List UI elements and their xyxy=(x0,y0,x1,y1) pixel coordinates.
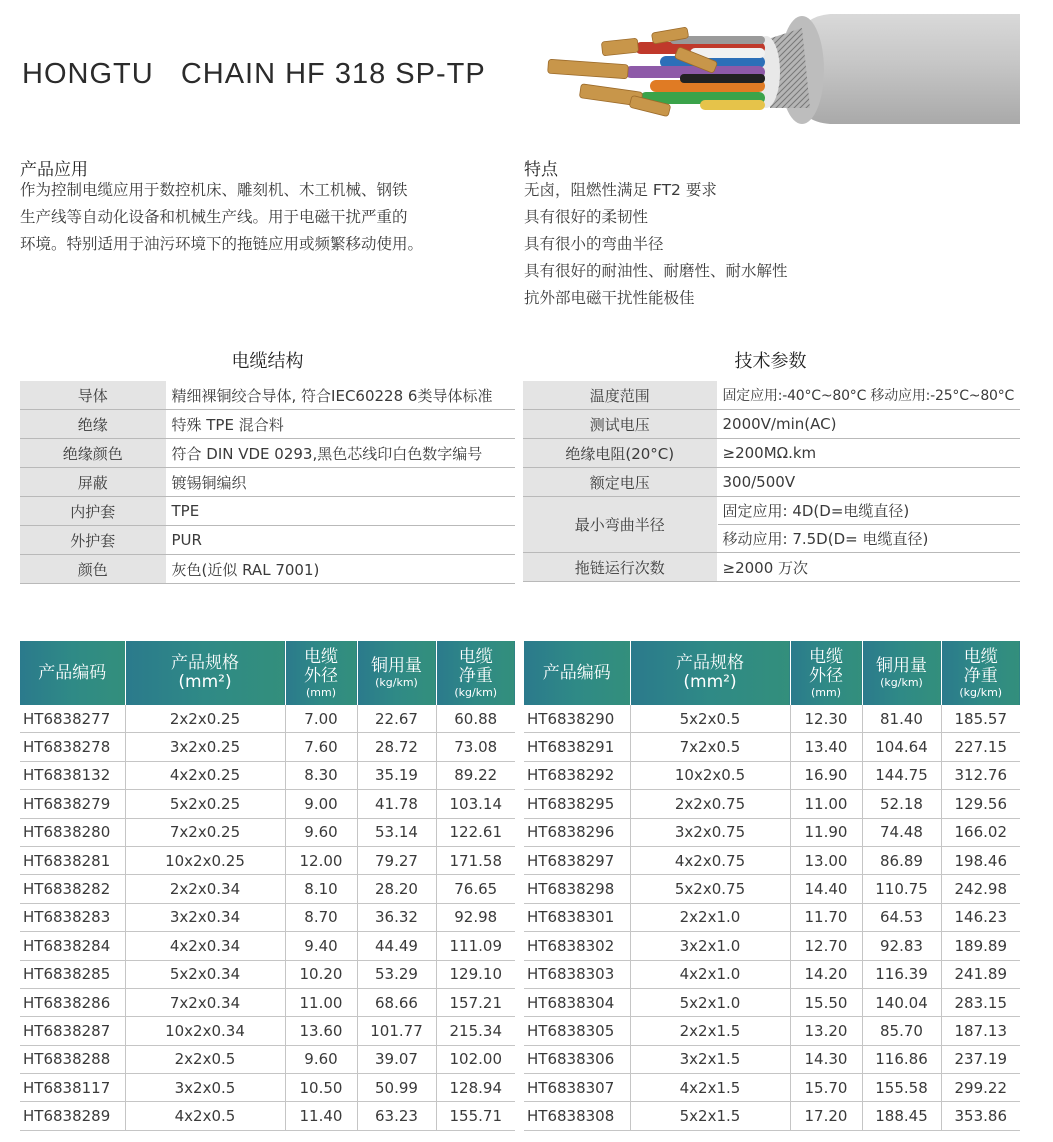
product-spec: 10x2x0.5 xyxy=(630,761,790,789)
table-row xyxy=(524,846,1020,874)
application-heading: 产品应用 xyxy=(20,160,88,180)
product-spec: 2x2x0.25 xyxy=(125,705,285,733)
copper-weight: 50.99 xyxy=(357,1074,436,1102)
table-row xyxy=(524,790,1020,818)
feature-item: 无卤，阻燃性满足 FT2 要求 xyxy=(524,181,717,199)
copper-weight: 44.49 xyxy=(357,932,436,960)
application-line: 生产线等自动化设备和机械生产线。用于电磁干扰严重的 xyxy=(20,208,408,226)
net-weight: 166.02 xyxy=(941,818,1020,846)
cable-diameter: 13.20 xyxy=(790,1017,862,1045)
copper-weight: 81.40 xyxy=(862,705,941,733)
structure-key: 颜色 xyxy=(20,555,166,584)
product-spec: 7x2x0.34 xyxy=(125,988,285,1016)
col-header-copper: 铜用量 (kg/km) xyxy=(862,641,941,705)
copper-weight: 39.07 xyxy=(357,1045,436,1073)
col-header-weight: 电缆 净重 (kg/km) xyxy=(941,641,1020,705)
net-weight: 283.15 xyxy=(941,988,1020,1016)
cable-diameter: 14.20 xyxy=(790,960,862,988)
table-row xyxy=(20,790,515,818)
col-header-diameter: 电缆 外径 (mm) xyxy=(790,641,862,705)
copper-weight: 85.70 xyxy=(862,1017,941,1045)
net-weight: 129.56 xyxy=(941,790,1020,818)
net-weight: 103.14 xyxy=(436,790,515,818)
structure-key: 导体 xyxy=(20,381,166,410)
copper-weight: 22.67 xyxy=(357,705,436,733)
copper-weight: 92.83 xyxy=(862,932,941,960)
cable-diameter: 9.60 xyxy=(285,1045,357,1073)
col-header-code: 产品编码 xyxy=(524,641,630,705)
product-code: HT6838280 xyxy=(20,818,125,846)
copper-weight: 35.19 xyxy=(357,761,436,789)
cable-diameter: 12.70 xyxy=(790,932,862,960)
cable-diameter: 11.40 xyxy=(285,1102,357,1130)
product-code: HT6838286 xyxy=(20,988,125,1016)
feature-item: 具有很好的柔韧性 xyxy=(524,208,649,226)
product-spec: 2x2x0.75 xyxy=(630,790,790,818)
product-spec: 2x2x0.5 xyxy=(125,1045,285,1073)
cable-diameter: 10.50 xyxy=(285,1074,357,1102)
product-spec: 4x2x1.5 xyxy=(630,1074,790,1102)
col-header-copper: 铜用量 (kg/km) xyxy=(357,641,436,705)
product-code: HT6838291 xyxy=(524,733,630,761)
feature-item: 具有很小的弯曲半径 xyxy=(524,235,664,253)
product-spec: 10x2x0.25 xyxy=(125,846,285,874)
table-row xyxy=(20,903,515,931)
cable-diameter: 7.00 xyxy=(285,705,357,733)
product-code: HT6838132 xyxy=(20,761,125,789)
copper-weight: 28.20 xyxy=(357,875,436,903)
product-spec: 5x2x1.5 xyxy=(630,1102,790,1130)
cable-diameter: 8.10 xyxy=(285,875,357,903)
net-weight: 227.15 xyxy=(941,733,1020,761)
copper-weight: 144.75 xyxy=(862,761,941,789)
table-row xyxy=(20,1045,515,1073)
table-row xyxy=(524,960,1020,988)
table-row xyxy=(524,1045,1020,1073)
table-row xyxy=(20,846,515,874)
cable-diameter: 14.40 xyxy=(790,875,862,903)
structure-table xyxy=(20,381,515,584)
table-row xyxy=(20,960,515,988)
product-spec: 5x2x0.75 xyxy=(630,875,790,903)
product-table-right xyxy=(524,641,1020,1131)
structure-value: 灰色(近似 RAL 7001) xyxy=(166,555,515,584)
cable-diameter: 9.40 xyxy=(285,932,357,960)
cable-diameter: 13.00 xyxy=(790,846,862,874)
copper-weight: 41.78 xyxy=(357,790,436,818)
structure-key: 内护套 xyxy=(20,497,166,526)
product-code: HT6838282 xyxy=(20,875,125,903)
structure-value: 符合 DIN VDE 0293,黑色芯线印白色数字编号 xyxy=(166,439,515,468)
product-code: HT6838281 xyxy=(20,846,125,874)
cable-diameter: 11.70 xyxy=(790,903,862,931)
copper-weight: 63.23 xyxy=(357,1102,436,1130)
table-row xyxy=(524,988,1020,1016)
product-table-left xyxy=(20,641,515,1131)
product-code: HT6838287 xyxy=(20,1017,125,1045)
tech-key: 温度范围 xyxy=(523,381,717,410)
structure-value: PUR xyxy=(166,526,515,555)
table-row xyxy=(20,381,515,410)
product-code: HT6838304 xyxy=(524,988,630,1016)
structure-key: 外护套 xyxy=(20,526,166,555)
net-weight: 242.98 xyxy=(941,875,1020,903)
cable-diameter: 11.00 xyxy=(790,790,862,818)
table-row xyxy=(20,1102,515,1130)
net-weight: 185.57 xyxy=(941,705,1020,733)
copper-weight: 74.48 xyxy=(862,818,941,846)
table-row xyxy=(20,733,515,761)
cable-diameter: 9.00 xyxy=(285,790,357,818)
tech-value: ≥200MΩ.km xyxy=(717,439,1020,468)
structure-value: 镀锡铜编织 xyxy=(166,468,515,497)
net-weight: 129.10 xyxy=(436,960,515,988)
product-code: HT6838305 xyxy=(524,1017,630,1045)
table-row xyxy=(20,705,515,733)
table-row xyxy=(523,410,1020,439)
copper-weight: 79.27 xyxy=(357,846,436,874)
application-line: 环境。特别适用于油污环境下的拖链应用或频繁移动使用。 xyxy=(20,235,424,253)
copper-weight: 116.39 xyxy=(862,960,941,988)
product-spec: 3x2x1.5 xyxy=(630,1045,790,1073)
net-weight: 122.61 xyxy=(436,818,515,846)
product-spec: 7x2x0.25 xyxy=(125,818,285,846)
net-weight: 111.09 xyxy=(436,932,515,960)
table-row xyxy=(20,1074,515,1102)
table-header-row xyxy=(20,641,515,705)
net-weight: 60.88 xyxy=(436,705,515,733)
net-weight: 189.89 xyxy=(941,932,1020,960)
product-code: HT6838283 xyxy=(20,903,125,931)
copper-weight: 53.14 xyxy=(357,818,436,846)
cable-diameter: 15.50 xyxy=(790,988,862,1016)
net-weight: 92.98 xyxy=(436,903,515,931)
product-code: HT6838117 xyxy=(20,1074,125,1102)
net-weight: 73.08 xyxy=(436,733,515,761)
product-spec: 5x2x0.5 xyxy=(630,705,790,733)
product-spec: 2x2x1.0 xyxy=(630,903,790,931)
copper-weight: 64.53 xyxy=(862,903,941,931)
product-spec: 4x2x0.34 xyxy=(125,932,285,960)
net-weight: 187.13 xyxy=(941,1017,1020,1045)
structure-key: 绝缘 xyxy=(20,410,166,439)
product-spec: 2x2x1.5 xyxy=(630,1017,790,1045)
product-spec: 4x2x0.25 xyxy=(125,761,285,789)
net-weight: 128.94 xyxy=(436,1074,515,1102)
product-code: HT6838307 xyxy=(524,1074,630,1102)
product-spec: 3x2x0.5 xyxy=(125,1074,285,1102)
structure-value: 精细裸铜绞合导体, 符合IEC60228 6类导体标准 xyxy=(166,381,515,410)
copper-weight: 68.66 xyxy=(357,988,436,1016)
cable-diameter: 11.90 xyxy=(790,818,862,846)
tech-key: 最小弯曲半径 xyxy=(523,497,717,553)
features-heading: 特点 xyxy=(524,160,558,180)
table-row xyxy=(523,439,1020,468)
product-code: HT6838284 xyxy=(20,932,125,960)
table-row xyxy=(523,497,1020,525)
tech-value: 移动应用: 7.5D(D= 电缆直径) xyxy=(717,525,1020,553)
features-list xyxy=(524,177,788,312)
table-row xyxy=(524,1074,1020,1102)
cable-diameter: 9.60 xyxy=(285,818,357,846)
net-weight: 102.00 xyxy=(436,1045,515,1073)
tech-key: 绝缘电阻(20°C) xyxy=(523,439,717,468)
product-code: HT6838285 xyxy=(20,960,125,988)
tech-value: 固定应用:-40°C~80°C 移动应用:-25°C~80°C xyxy=(717,381,1020,410)
structure-value: 特殊 TPE 混合料 xyxy=(166,410,515,439)
product-spec: 3x2x0.34 xyxy=(125,903,285,931)
product-spec: 3x2x1.0 xyxy=(630,932,790,960)
cable-illustration xyxy=(540,8,1030,138)
table-row xyxy=(20,468,515,497)
copper-weight: 155.58 xyxy=(862,1074,941,1102)
net-weight: 237.19 xyxy=(941,1045,1020,1073)
product-spec: 4x2x0.75 xyxy=(630,846,790,874)
net-weight: 76.65 xyxy=(436,875,515,903)
cable-diameter: 15.70 xyxy=(790,1074,862,1102)
product-spec: 5x2x1.0 xyxy=(630,988,790,1016)
structure-key: 绝缘颜色 xyxy=(20,439,166,468)
copper-weight: 110.75 xyxy=(862,875,941,903)
copper-weight: 86.89 xyxy=(862,846,941,874)
product-spec: 10x2x0.34 xyxy=(125,1017,285,1045)
copper-weight: 101.77 xyxy=(357,1017,436,1045)
product-code: HT6838303 xyxy=(524,960,630,988)
table-row xyxy=(20,818,515,846)
tech-value: ≥2000 万次 xyxy=(717,553,1020,582)
cable-diameter: 8.30 xyxy=(285,761,357,789)
feature-item: 具有很好的耐油性、耐磨性、耐水解性 xyxy=(524,262,788,280)
net-weight: 215.34 xyxy=(436,1017,515,1045)
net-weight: 171.58 xyxy=(436,846,515,874)
table-row xyxy=(20,932,515,960)
cable-diameter: 7.60 xyxy=(285,733,357,761)
product-code: HT6838301 xyxy=(524,903,630,931)
table-row xyxy=(523,553,1020,582)
table-row xyxy=(20,410,515,439)
col-header-spec: 产品规格 (mm²) xyxy=(630,641,790,705)
net-weight: 312.76 xyxy=(941,761,1020,789)
table-row xyxy=(524,761,1020,789)
copper-weight: 36.32 xyxy=(357,903,436,931)
table-header-row xyxy=(524,641,1020,705)
cable-diameter: 16.90 xyxy=(790,761,862,789)
product-code: HT6838277 xyxy=(20,705,125,733)
product-spec: 7x2x0.5 xyxy=(630,733,790,761)
product-spec: 3x2x0.25 xyxy=(125,733,285,761)
net-weight: 299.22 xyxy=(941,1074,1020,1102)
col-header-spec: 产品规格 (mm²) xyxy=(125,641,285,705)
table-row xyxy=(20,497,515,526)
table-row xyxy=(20,526,515,555)
application-text xyxy=(20,177,423,258)
net-weight: 146.23 xyxy=(941,903,1020,931)
cable-diameter: 12.30 xyxy=(790,705,862,733)
net-weight: 157.21 xyxy=(436,988,515,1016)
product-spec: 5x2x0.25 xyxy=(125,790,285,818)
application-line: 作为控制电缆应用于数控机床、雕刻机、木工机械、钢铁 xyxy=(20,181,408,199)
table-row xyxy=(20,988,515,1016)
table-row xyxy=(523,381,1020,410)
product-code: HT6838289 xyxy=(20,1102,125,1130)
tech-key: 额定电压 xyxy=(523,468,717,497)
product-spec: 4x2x0.5 xyxy=(125,1102,285,1130)
table-row xyxy=(20,439,515,468)
copper-weight: 104.64 xyxy=(862,733,941,761)
product-code: HT6838298 xyxy=(524,875,630,903)
table-row xyxy=(524,932,1020,960)
net-weight: 353.86 xyxy=(941,1102,1020,1130)
net-weight: 241.89 xyxy=(941,960,1020,988)
tech-key: 测试电压 xyxy=(523,410,717,439)
product-code: HT6838292 xyxy=(524,761,630,789)
product-code: HT6838278 xyxy=(20,733,125,761)
product-code: HT6838308 xyxy=(524,1102,630,1130)
copper-weight: 188.45 xyxy=(862,1102,941,1130)
table-row xyxy=(524,705,1020,733)
product-code: HT6838297 xyxy=(524,846,630,874)
product-code: HT6838302 xyxy=(524,932,630,960)
feature-item: 抗外部电磁干扰性能极佳 xyxy=(524,289,695,307)
cable-diameter: 12.00 xyxy=(285,846,357,874)
cable-diameter: 17.20 xyxy=(790,1102,862,1130)
cable-diameter: 11.00 xyxy=(285,988,357,1016)
table-row xyxy=(524,903,1020,931)
net-weight: 198.46 xyxy=(941,846,1020,874)
table-row xyxy=(523,468,1020,497)
structure-heading: 电缆结构 xyxy=(231,351,304,372)
table-row xyxy=(20,875,515,903)
cable-diameter: 14.30 xyxy=(790,1045,862,1073)
product-code: HT6838296 xyxy=(524,818,630,846)
tech-value: 300/500V xyxy=(717,468,1020,497)
product-title: HONGTU CHAIN HF 318 SP-TP xyxy=(22,58,486,90)
col-header-weight: 电缆 净重 (kg/km) xyxy=(436,641,515,705)
copper-weight: 140.04 xyxy=(862,988,941,1016)
product-code: HT6838290 xyxy=(524,705,630,733)
table-row xyxy=(524,818,1020,846)
cable-diameter: 10.20 xyxy=(285,960,357,988)
table-row xyxy=(524,733,1020,761)
tech-heading: 技术参数 xyxy=(734,351,807,372)
tech-table xyxy=(523,381,1020,582)
tech-value: 固定应用: 4D(D=电缆直径) xyxy=(717,497,1020,525)
table-row xyxy=(524,1102,1020,1130)
copper-weight: 28.72 xyxy=(357,733,436,761)
col-header-code: 产品编码 xyxy=(20,641,125,705)
product-spec: 5x2x0.34 xyxy=(125,960,285,988)
table-row xyxy=(20,761,515,789)
cable-diameter: 13.40 xyxy=(790,733,862,761)
copper-weight: 116.86 xyxy=(862,1045,941,1073)
structure-value: TPE xyxy=(166,497,515,526)
copper-weight: 53.29 xyxy=(357,960,436,988)
tech-key: 拖链运行次数 xyxy=(523,553,717,582)
col-header-diameter: 电缆 外径 (mm) xyxy=(285,641,357,705)
product-code: HT6838279 xyxy=(20,790,125,818)
copper-weight: 52.18 xyxy=(862,790,941,818)
net-weight: 89.22 xyxy=(436,761,515,789)
cable-diameter: 8.70 xyxy=(285,903,357,931)
table-row xyxy=(20,1017,515,1045)
table-row xyxy=(524,875,1020,903)
product-code: HT6838306 xyxy=(524,1045,630,1073)
product-spec: 3x2x0.75 xyxy=(630,818,790,846)
table-row xyxy=(524,1017,1020,1045)
table-row xyxy=(20,555,515,584)
structure-key: 屏蔽 xyxy=(20,468,166,497)
product-code: HT6838295 xyxy=(524,790,630,818)
product-spec: 4x2x1.0 xyxy=(630,960,790,988)
tech-value: 2000V/min(AC) xyxy=(717,410,1020,439)
product-code: HT6838288 xyxy=(20,1045,125,1073)
product-spec: 2x2x0.34 xyxy=(125,875,285,903)
cable-diameter: 13.60 xyxy=(285,1017,357,1045)
net-weight: 155.71 xyxy=(436,1102,515,1130)
